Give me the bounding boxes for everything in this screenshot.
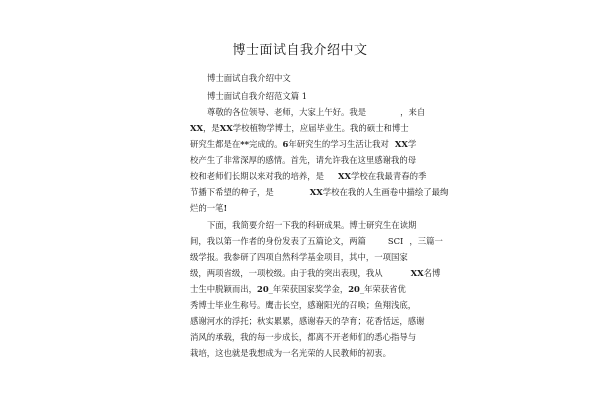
paragraph-line: XX，是XX学校植物学博士，应届毕业生。我的硕士和博士: [190, 123, 409, 133]
paragraph-line: 尊敬的各位领导、老师，大家上午好。我是 ，来自: [207, 107, 426, 117]
paragraph-line: 烂的一笔!: [190, 203, 228, 213]
paragraph-line: 级学报。我参研了四项自然科学基金项目，其中，一项国家: [190, 252, 408, 262]
paragraph-line: 节播下希望的种子，是 XX学校在我的人生画卷中描绘了最绚: [190, 187, 449, 197]
paragraph-line: 士生中脱颖而出，20_年荣获国家奖学金，20_年荣获省优: [190, 284, 406, 294]
paragraph-line: 级，两项省级，一项校级。由于我的突出表现，我从 XX名博: [190, 268, 441, 278]
paragraph-line: 校产生了非常深厚的感情。首先，请允许我在这里感谢我的母: [190, 155, 417, 165]
paragraph-line: 下面，我简要介绍一下我的科研成果。博士研究生在读期: [207, 220, 417, 230]
paragraph-line: 感谢河水的浮托；秋实累累，感谢春天的孕育；花香恬远，感谢: [190, 316, 425, 326]
subheading: 博士面试自我介绍中文: [207, 73, 291, 83]
paragraph-line: 间，我以第一作者的身份发表了五篇论文，两篇 SCI ，三篇一: [190, 236, 443, 246]
paragraph-line: 研究生都是在**完成的。6年研究生的学习生活让我对 XX学: [190, 139, 417, 149]
subheading: 博士面试自我介绍范文篇 1: [207, 91, 308, 101]
paragraph-line: 消风的承载，我的每一步成长，都离不开老师们的悉心指导与: [190, 332, 417, 342]
paragraph-line: 栽培，这也就是我想成为一名光荣的人民教师的初衷。: [190, 348, 391, 358]
paragraph-line: 校和老师们长期以来对我的培养，是 XX学校在我最青春的季: [190, 171, 427, 181]
document-title: 博士面试自我介绍中文: [232, 43, 368, 58]
paragraph-line: 秀博士毕业生称号。鹰击长空，感谢阳光的召唤；鱼翔浅底，: [190, 300, 417, 310]
